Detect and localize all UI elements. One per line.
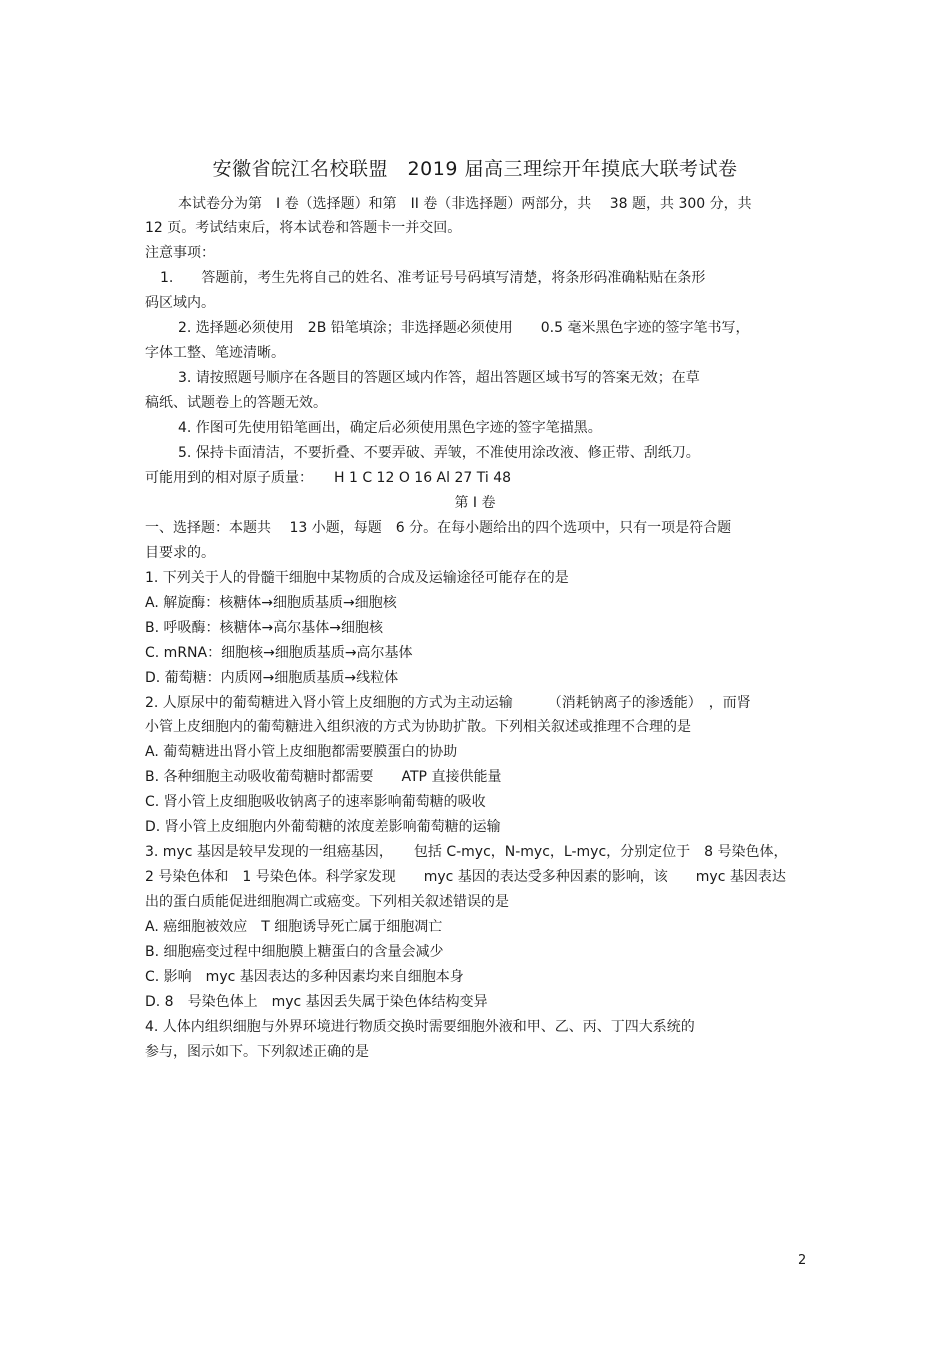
exam-title: 安徽省皖江名校联盟 2019 届高三理综开年摸底大联考试卷 <box>212 158 738 180</box>
question-1-option-c: C. mRNA：细胞核→细胞质基质→高尔基体 <box>145 645 413 661</box>
question-4-stem-line-1: 4. 人体内组织细胞与外界环境进行物质交换时需要细胞外液和甲、乙、丙、丁四大系统的 <box>145 1019 695 1035</box>
question-2-option-a: A. 葡萄糖进出肾小管上皮细胞都需要膜蛋白的协助 <box>145 744 458 760</box>
question-2-stem-line-1: 2. 人原尿中的葡萄糖进入肾小管上皮细胞的方式为主动运输 （消耗钠离子的渗透能） ，而肾 <box>145 695 751 711</box>
note-1-line-2: 码区域内。 <box>145 295 215 311</box>
note-4: 4. 作图可先使用铅笔画出，确定后必须使用黑色字迹的签字笔描黑。 <box>178 420 602 436</box>
question-2-option-b: B. 各种细胞主动吸收葡萄糖时都需要 ATP 直接供能量 <box>145 769 502 785</box>
notes-heading: 注意事项： <box>145 245 215 261</box>
section-intro-line-2: 目要求的。 <box>145 545 215 561</box>
question-2-option-d: D. 肾小管上皮细胞内外葡萄糖的浓度差影响葡萄糖的运输 <box>145 819 501 835</box>
question-4-stem-line-2: 参与，图示如下。下列叙述正确的是 <box>145 1044 369 1060</box>
question-1-option-d: D. 葡萄糖：内质网→细胞质基质→线粒体 <box>145 670 399 686</box>
note-2-line-2: 字体工整、笔迹清晰。 <box>145 345 285 361</box>
question-3-stem-line-2: 2 号染色体和 1 号染色体。科学家发现 myc 基因的表达受多种因素的影响，该 myc 基因表达 <box>145 869 786 885</box>
question-2-option-c: C. 肾小管上皮细胞吸收钠离子的速率影响葡萄糖的吸收 <box>145 794 486 810</box>
question-2-stem-line-2: 小管上皮细胞内的葡萄糖进入组织液的方式为协助扩散。下列相关叙述或推理不合理的是 <box>145 719 691 735</box>
question-3-stem-line-3: 出的蛋白质能促进细胞凋亡或癌变。下列相关叙述错误的是 <box>145 894 509 910</box>
section-title: 第 I 卷 <box>454 495 496 511</box>
intro-line-2: 12 页。考试结束后，将本试卷和答题卡一并交回。 <box>145 220 462 236</box>
page-number: 2 <box>798 1253 807 1268</box>
question-1-option-b: B. 呼吸酶：核糖体→高尔基体→细胞核 <box>145 620 383 636</box>
atomic-mass-line: 可能用到的相对原子质量： H 1 C 12 O 16 Al 27 Ti 48 <box>145 470 512 486</box>
note-2-line-1: 2. 选择题必须使用 2B 铅笔填涂；非选择题必须使用 0.5 毫米黑色字迹的签字笔书写， <box>178 320 750 336</box>
question-1-stem: 1. 下列关于人的骨髓干细胞中某物质的合成及运输途径可能存在的是 <box>145 570 569 586</box>
intro-line-1: 本试卷分为第 I 卷（选择题）和第 II 卷（非选择题）两部分，共 38 题，共 300 分，共 <box>178 196 752 212</box>
question-3-option-b: B. 细胞癌变过程中细胞膜上糖蛋白的含量会减少 <box>145 944 444 960</box>
note-3-line-1: 3. 请按照题号顺序在各题目的答题区域内作答，超出答题区域书写的答案无效；在草 <box>178 370 700 386</box>
section-intro-line-1: 一、选择题：本题共 13 小题，每题 6 分。在每小题给出的四个选项中，只有一项是符合题 <box>145 520 732 536</box>
question-3-option-a: A. 癌细胞被效应 T 细胞诱导死亡属于细胞凋亡 <box>145 919 443 935</box>
note-5: 5. 保持卡面清洁，不要折叠、不要弄破、弄皱，不准使用涂改液、修正带、刮纸刀。 <box>178 445 700 461</box>
question-3-stem-line-1: 3. myc 基因是较早发现的一组癌基因， 包括 C-myc，N-myc，L-myc，分别定位于 8 号染色体， <box>145 844 788 860</box>
question-3-option-d: D. 8 号染色体上 myc 基因丢失属于染色体结构变异 <box>145 994 488 1010</box>
note-3-line-2: 稿纸、试题卷上的答题无效。 <box>145 395 327 411</box>
question-3-option-c: C. 影响 myc 基因表达的多种因素均来自细胞本身 <box>145 969 464 985</box>
question-1-option-a: A. 解旋酶：核糖体→细胞质基质→细胞核 <box>145 595 397 611</box>
note-1-line-1: 1. 答题前，考生先将自己的姓名、准考证号号码填写清楚，将条形码准确粘贴在条形 <box>160 270 706 286</box>
